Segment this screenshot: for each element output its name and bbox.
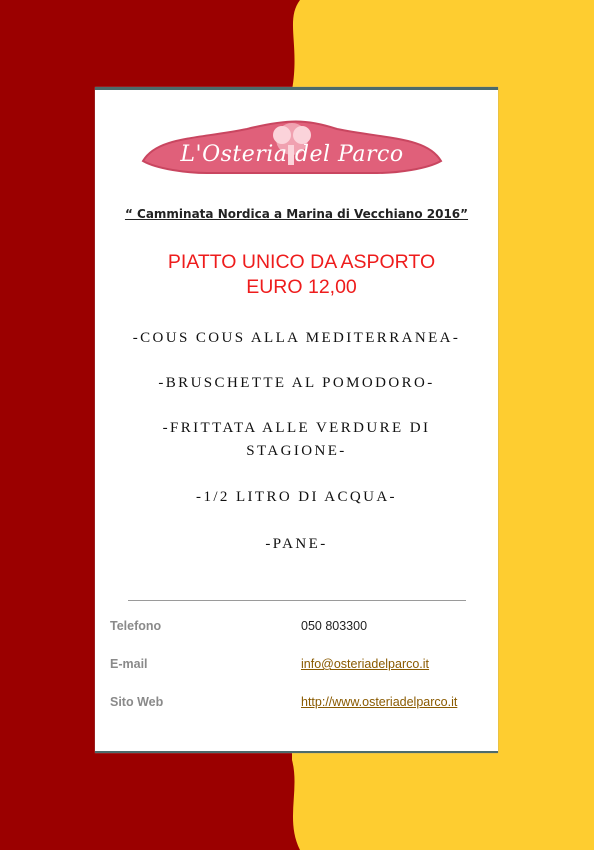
logo-name: L'Osteria del Parco (180, 142, 404, 167)
web-label: Sito Web (110, 695, 164, 709)
event-title: “ Camminata Nordica a Marina di Vecchiano 2016” (124, 207, 469, 221)
menu-item-bruschette: -BRUSCHETTE AL POMODORO- (158, 375, 435, 391)
menu-item-frittata-line-1: -FRITTATA ALLE VERDURE DI (162, 420, 431, 436)
divider (128, 600, 466, 601)
menu-item-pane: -PANE- (265, 536, 328, 552)
menu-item-cous-cous: -COUS COUS ALLA MEDITERRANEA- (132, 330, 461, 346)
offer-price: EURO 12,00 (246, 276, 357, 298)
menu-card (95, 87, 498, 753)
logo-tagline: CIBO, CULTURA e RELAX (313, 174, 391, 180)
email-link[interactable]: info@osteriadelparco.it (301, 657, 430, 671)
website-link[interactable]: http://www.osteriadelparco.it (301, 695, 458, 709)
email-label: E-mail (110, 657, 148, 671)
menu-item-frittata-line-2: STAGIONE- (246, 443, 347, 459)
phone-label: Telefono (110, 619, 162, 633)
offer-line-1: PIATTO UNICO DA ASPORTO (167, 251, 436, 273)
phone-value: 050 803300 (301, 619, 368, 633)
menu-item-acqua: -1/2 LITRO DI ACQUA- (196, 489, 397, 505)
